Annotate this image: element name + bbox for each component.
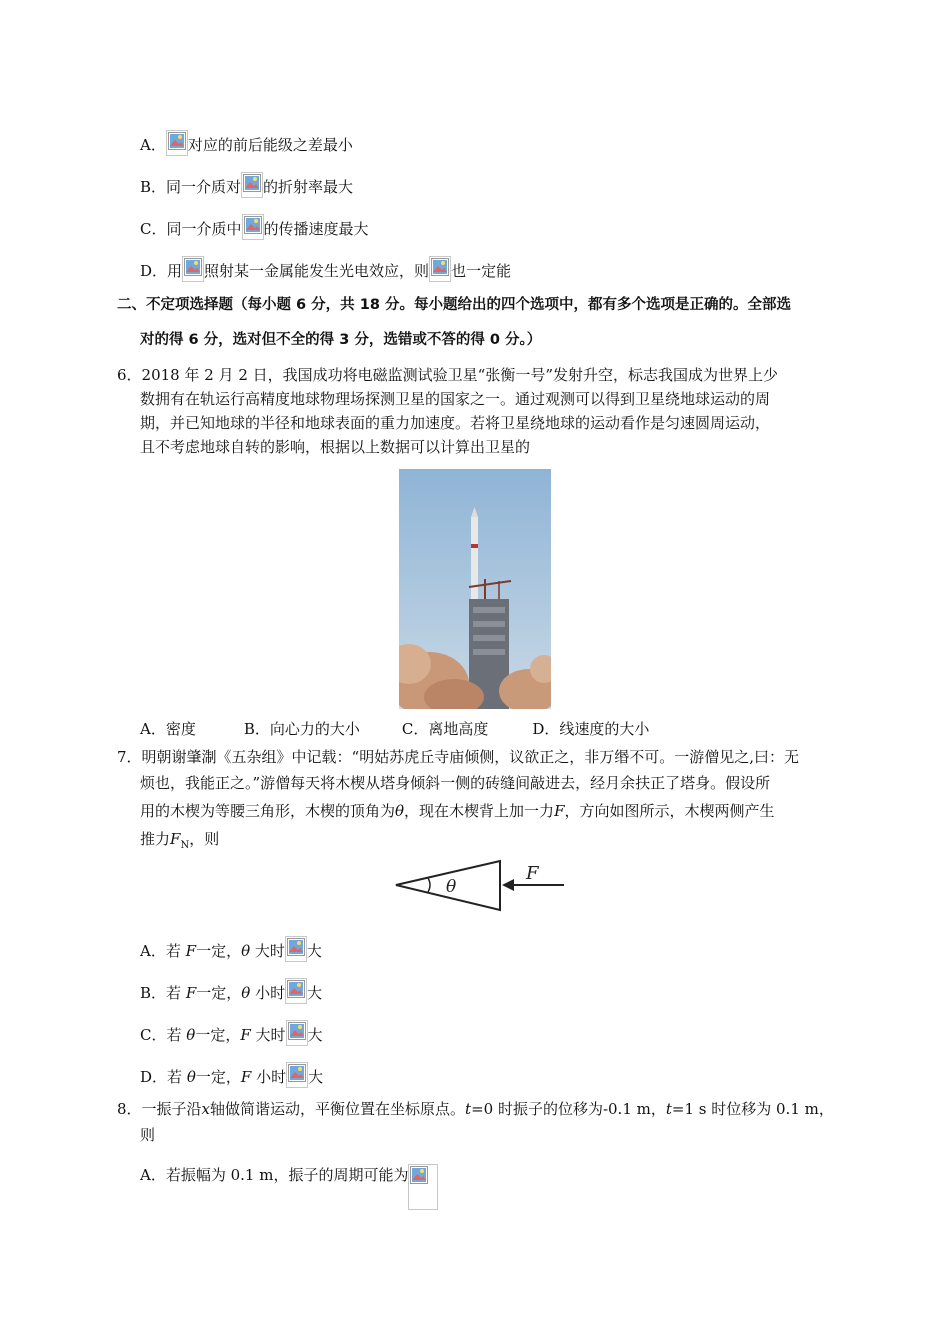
q5-option-a: A． 对应的前后能级之差最小 <box>140 130 353 156</box>
broken-image-icon <box>241 172 263 198</box>
q6-text-line3: 期，并已知地球的半径和地球表面的重力加速度。若将卫星绕地球的运动看作是匀速圆周运动， <box>140 414 771 432</box>
force-label: F <box>526 863 539 884</box>
broken-image-icon <box>408 1164 438 1210</box>
q8-text-line1: 8．一振子沿x轴做简谐运动，平衡位置在坐标原点。t=0 时振子的位移为-0.1 m，t=1 s 时位移为 0.1 m， <box>117 1100 834 1118</box>
broken-image-icon <box>285 936 307 962</box>
q6-text-line1: 6．2018 年 2 月 2 日，我国成功将电磁监测试验卫星“张衡一号”发射升空，标志我国成为世界上少 <box>117 366 778 384</box>
broken-image-icon <box>166 130 188 156</box>
q6-options: A．密度 B．向心力的大小 C．离地高度 D．线速度的大小 <box>140 720 650 738</box>
broken-image-icon <box>242 214 264 240</box>
q6-text-line4: 且不考虑地球自转的影响，根据以上数据可以计算出卫星的 <box>140 438 531 456</box>
q5-option-b: B．同一介质对 的折射率最大 <box>140 172 353 198</box>
q5-option-d: D．用 照射某一金属能发生光电效应，则 也一定能 <box>140 256 511 282</box>
section-heading-line1: 二、不定项选择题（每小题 6 分，共 18 分。每小题给出的四个选项中，都有多个选项是正确的。全部选 <box>117 297 791 313</box>
broken-image-icon <box>429 256 451 282</box>
broken-image-icon <box>182 256 204 282</box>
q7-text-line2: 烦也，我能正之。”游僧每天将木楔从塔身倾斜一侧的砖缝间敲进去，经月余扶正了塔身。假设所 <box>140 774 771 792</box>
q7-text-line1: 7．明朝谢肇淛《五杂组》中记载：“明姑苏虎丘寺庙倾侧，议欲正之，非万缗不可。一游僧见之,曰：无 <box>117 748 799 766</box>
rocket-launch-photo <box>399 469 551 709</box>
q8-option-a: A．若振幅为 0.1 m，振子的周期可能为 <box>140 1164 438 1210</box>
q6-text-line2: 数拥有在轨运行高精度地球物理场探测卫星的国家之一。通过观测可以得到卫星绕地球运动的周 <box>140 390 771 408</box>
broken-image-icon <box>286 1062 308 1088</box>
q7-option-a: A．若 F一定，θ 大时 大 <box>140 936 322 962</box>
q7-text-line3: 用的木楔为等腰三角形，木楔的顶角为θ，现在木楔背上加一力F，方向如图所示，木楔两侧产生 <box>140 802 775 820</box>
angle-label: θ <box>446 877 457 897</box>
q7-option-d: D．若 θ一定，F 小时 大 <box>140 1062 323 1088</box>
q5-option-c: C．同一介质中 的传播速度最大 <box>140 214 369 240</box>
q7-option-c: C．若 θ一定，F 大时 大 <box>140 1020 323 1046</box>
section-heading-line2: 对的得 6 分，选对但不全的得 3 分，选错或不答的得 0 分。） <box>140 332 542 348</box>
q7-text-line4: 推力$F_N$，则 <box>140 830 220 851</box>
broken-image-icon <box>285 978 307 1004</box>
wedge-force-diagram <box>392 856 567 918</box>
q8-text-line2: 则 <box>140 1126 156 1144</box>
angle-arc <box>428 878 430 892</box>
q7-option-b: B．若 F一定，θ 小时 大 <box>140 978 322 1004</box>
broken-image-icon <box>286 1020 308 1046</box>
force-arrow-head <box>502 879 514 891</box>
